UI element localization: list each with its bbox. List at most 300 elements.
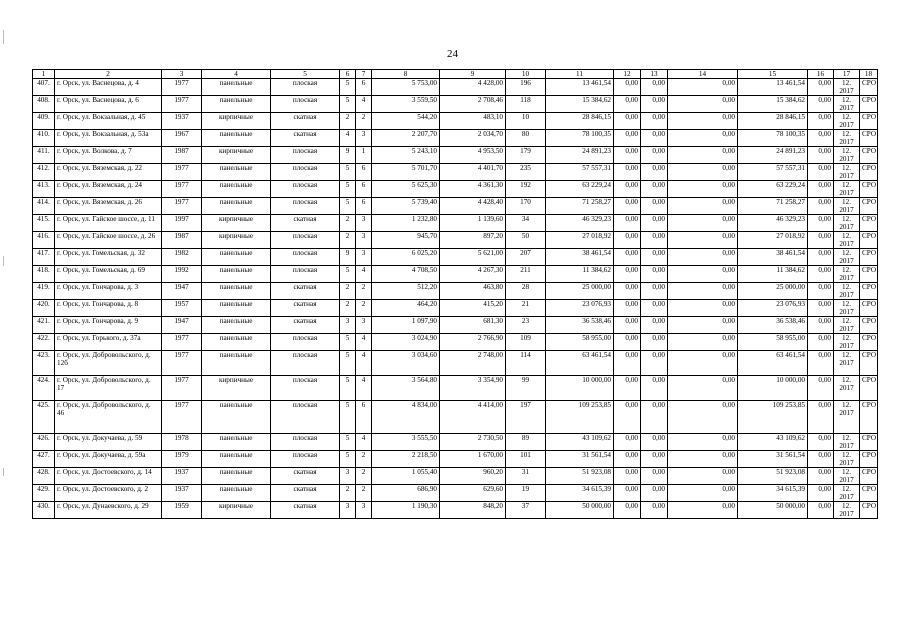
cell-c10: 109 xyxy=(506,334,546,351)
cell-p17: 12. 2017 xyxy=(834,434,860,451)
cell-wall: панельные xyxy=(202,401,271,434)
cell-v15: 34 615,39 xyxy=(738,485,808,502)
table-row xyxy=(33,198,878,215)
cell-v12: 0,00 xyxy=(614,79,641,96)
cell-roof: скатная xyxy=(271,485,340,502)
cell-v14: 0,00 xyxy=(668,266,738,283)
cell-roof: плоская xyxy=(271,147,340,164)
cell-fl: 5 xyxy=(340,451,356,468)
table-row xyxy=(33,401,878,434)
cell-roof: скатная xyxy=(271,215,340,232)
cell-v11: 23 076,93 xyxy=(546,300,614,317)
table-row xyxy=(33,266,878,283)
column-number-cell: 10 xyxy=(506,70,546,79)
cell-c10: 23 xyxy=(506,317,546,334)
cell-year: 1977 xyxy=(162,96,202,113)
cell-a9: 1 139,60 xyxy=(440,215,506,232)
cell-v15: 36 538,46 xyxy=(738,317,808,334)
cell-v16: 0,00 xyxy=(808,147,834,164)
cell-v13: 0,00 xyxy=(641,485,668,502)
column-number-row xyxy=(33,70,878,79)
cell-fl: 5 xyxy=(340,164,356,181)
column-number-cell: 14 xyxy=(668,70,738,79)
cell-wall: кирпичные xyxy=(202,215,271,232)
cell-v14: 0,00 xyxy=(668,96,738,113)
cell-v13: 0,00 xyxy=(641,351,668,376)
column-number-cell: 15 xyxy=(738,70,808,79)
cell-a9: 4 428,00 xyxy=(440,79,506,96)
cell-a8: 5 243,10 xyxy=(372,147,440,164)
table-row xyxy=(33,215,878,232)
cell-v14: 0,00 xyxy=(668,300,738,317)
cell-v15: 63 229,24 xyxy=(738,181,808,198)
column-number-cell: 3 xyxy=(162,70,202,79)
cell-v11: 34 615,39 xyxy=(546,485,614,502)
cell-c10: 211 xyxy=(506,266,546,283)
cell-c18: СРО xyxy=(860,164,878,181)
cell-p17: 12. 2017 xyxy=(834,485,860,502)
cell-fl: 5 xyxy=(340,351,356,376)
cell-a9: 1 670,00 xyxy=(440,451,506,468)
cell-v16: 0,00 xyxy=(808,376,834,401)
cell-year: 1937 xyxy=(162,113,202,130)
cell-v12: 0,00 xyxy=(614,147,641,164)
cell-roof: плоская xyxy=(271,351,340,376)
cell-v13: 0,00 xyxy=(641,198,668,215)
cell-v14: 0,00 xyxy=(668,468,738,485)
cell-v11: 46 329,23 xyxy=(546,215,614,232)
cell-v12: 0,00 xyxy=(614,376,641,401)
cell-a9: 4 361,30 xyxy=(440,181,506,198)
cell-v15: 23 076,93 xyxy=(738,300,808,317)
cell-ent: 4 xyxy=(356,96,372,113)
cell-p17: 12. 2017 xyxy=(834,113,860,130)
cell-v11: 58 955,00 xyxy=(546,334,614,351)
cell-v13: 0,00 xyxy=(641,232,668,249)
cell-roof: плоская xyxy=(271,164,340,181)
housing-register-table xyxy=(32,69,878,519)
cell-v12: 0,00 xyxy=(614,317,641,334)
cell-c18: СРО xyxy=(860,215,878,232)
cell-v11: 25 000,00 xyxy=(546,283,614,300)
cell-v12: 0,00 xyxy=(614,351,641,376)
cell-c18: СРО xyxy=(860,317,878,334)
cell-v14: 0,00 xyxy=(668,79,738,96)
cell-addr: г. Орск, ул. Васнецова, д. 6 xyxy=(55,96,162,113)
cell-v16: 0,00 xyxy=(808,232,834,249)
cell-wall: панельные xyxy=(202,198,271,215)
cell-addr: г. Орск, ул. Гайское шоссе, д. 26 xyxy=(55,232,162,249)
cell-n: 428. xyxy=(33,468,55,485)
cell-fl: 2 xyxy=(340,485,356,502)
cell-c10: 235 xyxy=(506,164,546,181)
cell-a8: 1 097,90 xyxy=(372,317,440,334)
cell-n: 419. xyxy=(33,283,55,300)
cell-year: 1979 xyxy=(162,451,202,468)
cell-v16: 0,00 xyxy=(808,113,834,130)
cell-roof: скатная xyxy=(271,300,340,317)
cell-roof: скатная xyxy=(271,130,340,147)
cell-p17: 12. 2017 xyxy=(834,164,860,181)
cell-p17: 12. 2017 xyxy=(834,401,860,434)
cell-addr: г. Орск, ул. Гомельская, д. 32 xyxy=(55,249,162,266)
cell-v16: 0,00 xyxy=(808,502,834,519)
cell-p17: 12. 2017 xyxy=(834,351,860,376)
cell-c10: 50 xyxy=(506,232,546,249)
scan-mark xyxy=(3,30,4,44)
cell-year: 1987 xyxy=(162,147,202,164)
cell-v13: 0,00 xyxy=(641,451,668,468)
cell-addr: г. Орск, ул. Гомельская, д. 69 xyxy=(55,266,162,283)
cell-ent: 1 xyxy=(356,147,372,164)
column-number-cell: 17 xyxy=(834,70,860,79)
cell-ent: 2 xyxy=(356,283,372,300)
table-row xyxy=(33,300,878,317)
cell-a8: 5 701,70 xyxy=(372,164,440,181)
cell-n: 413. xyxy=(33,181,55,198)
cell-year: 1977 xyxy=(162,401,202,434)
cell-v16: 0,00 xyxy=(808,351,834,376)
cell-c18: СРО xyxy=(860,485,878,502)
cell-v11: 31 561,54 xyxy=(546,451,614,468)
cell-wall: панельные xyxy=(202,79,271,96)
cell-addr: г. Орск, ул. Добровольского, д. 17 xyxy=(55,376,162,401)
cell-v13: 0,00 xyxy=(641,502,668,519)
cell-a9: 681,30 xyxy=(440,317,506,334)
cell-n: 414. xyxy=(33,198,55,215)
cell-v13: 0,00 xyxy=(641,181,668,198)
cell-year: 1992 xyxy=(162,266,202,283)
cell-n: 412. xyxy=(33,164,55,181)
cell-n: 407. xyxy=(33,79,55,96)
cell-addr: г. Орск, ул. Гайское шоссе, д. 11 xyxy=(55,215,162,232)
cell-wall: панельные xyxy=(202,434,271,451)
cell-year: 1977 xyxy=(162,334,202,351)
cell-a8: 1 190,30 xyxy=(372,502,440,519)
cell-a8: 4 708,50 xyxy=(372,266,440,283)
cell-n: 411. xyxy=(33,147,55,164)
cell-v11: 36 538,46 xyxy=(546,317,614,334)
cell-p17: 12. 2017 xyxy=(834,79,860,96)
cell-ent: 4 xyxy=(356,351,372,376)
cell-n: 426. xyxy=(33,434,55,451)
cell-wall: панельные xyxy=(202,249,271,266)
cell-fl: 5 xyxy=(340,334,356,351)
cell-roof: плоская xyxy=(271,96,340,113)
cell-wall: панельные xyxy=(202,351,271,376)
cell-wall: панельные xyxy=(202,266,271,283)
cell-v11: 71 258,27 xyxy=(546,198,614,215)
table-row xyxy=(33,232,878,249)
cell-c18: СРО xyxy=(860,266,878,283)
cell-v14: 0,00 xyxy=(668,401,738,434)
cell-v16: 0,00 xyxy=(808,215,834,232)
cell-n: 429. xyxy=(33,485,55,502)
cell-roof: плоская xyxy=(271,232,340,249)
cell-c10: 207 xyxy=(506,249,546,266)
cell-fl: 2 xyxy=(340,283,356,300)
cell-v15: 58 955,00 xyxy=(738,334,808,351)
cell-year: 1987 xyxy=(162,232,202,249)
cell-c18: СРО xyxy=(860,79,878,96)
cell-v16: 0,00 xyxy=(808,164,834,181)
cell-v15: 27 018,92 xyxy=(738,232,808,249)
cell-wall: панельные xyxy=(202,451,271,468)
cell-v16: 0,00 xyxy=(808,96,834,113)
cell-a9: 2 748,00 xyxy=(440,351,506,376)
cell-v14: 0,00 xyxy=(668,351,738,376)
table-row xyxy=(33,113,878,130)
cell-a9: 2 034,70 xyxy=(440,130,506,147)
cell-v15: 13 461,54 xyxy=(738,79,808,96)
cell-a9: 2 708,46 xyxy=(440,96,506,113)
cell-a9: 2 766,90 xyxy=(440,334,506,351)
column-number-cell: 13 xyxy=(641,70,668,79)
cell-n: 430. xyxy=(33,502,55,519)
table-row xyxy=(33,249,878,266)
cell-addr: г. Орск, ул. Докучаева, д. 59а xyxy=(55,451,162,468)
cell-p17: 12. 2017 xyxy=(834,198,860,215)
column-number-cell: 4 xyxy=(202,70,271,79)
cell-v12: 0,00 xyxy=(614,468,641,485)
table-row xyxy=(33,451,878,468)
cell-v14: 0,00 xyxy=(668,317,738,334)
cell-p17: 12. 2017 xyxy=(834,96,860,113)
cell-v11: 27 018,92 xyxy=(546,232,614,249)
cell-year: 1937 xyxy=(162,468,202,485)
cell-year: 1977 xyxy=(162,376,202,401)
cell-v14: 0,00 xyxy=(668,215,738,232)
column-number-cell: 12 xyxy=(614,70,641,79)
cell-p17: 12. 2017 xyxy=(834,181,860,198)
cell-c18: СРО xyxy=(860,300,878,317)
cell-wall: панельные xyxy=(202,300,271,317)
cell-roof: скатная xyxy=(271,317,340,334)
cell-n: 410. xyxy=(33,130,55,147)
cell-year: 1947 xyxy=(162,283,202,300)
cell-c18: СРО xyxy=(860,351,878,376)
cell-c18: СРО xyxy=(860,451,878,468)
cell-year: 1957 xyxy=(162,300,202,317)
cell-a9: 4 401,70 xyxy=(440,164,506,181)
cell-addr: г. Орск, ул. Достоевского, д. 14 xyxy=(55,468,162,485)
column-number-cell: 9 xyxy=(440,70,506,79)
cell-ent: 2 xyxy=(356,485,372,502)
cell-v11: 63 229,24 xyxy=(546,181,614,198)
cell-c18: СРО xyxy=(860,401,878,434)
cell-a9: 960,20 xyxy=(440,468,506,485)
cell-v14: 0,00 xyxy=(668,249,738,266)
cell-a8: 3 564,80 xyxy=(372,376,440,401)
cell-v15: 24 891,23 xyxy=(738,147,808,164)
cell-v15: 71 258,27 xyxy=(738,198,808,215)
cell-c10: 34 xyxy=(506,215,546,232)
cell-v11: 109 253,85 xyxy=(546,401,614,434)
column-number-cell: 6 xyxy=(340,70,356,79)
cell-p17: 12. 2017 xyxy=(834,232,860,249)
cell-wall: панельные xyxy=(202,485,271,502)
cell-roof: плоская xyxy=(271,198,340,215)
cell-ent: 6 xyxy=(356,181,372,198)
cell-p17: 12. 2017 xyxy=(834,215,860,232)
cell-c18: СРО xyxy=(860,198,878,215)
cell-addr: г. Орск, ул. Докучаева, д. 59 xyxy=(55,434,162,451)
cell-v11: 78 100,35 xyxy=(546,130,614,147)
cell-wall: панельные xyxy=(202,164,271,181)
cell-v12: 0,00 xyxy=(614,300,641,317)
column-number-cell: 2 xyxy=(55,70,162,79)
cell-v12: 0,00 xyxy=(614,96,641,113)
cell-v12: 0,00 xyxy=(614,215,641,232)
cell-v15: 10 000,00 xyxy=(738,376,808,401)
cell-v11: 10 000,00 xyxy=(546,376,614,401)
cell-c10: 118 xyxy=(506,96,546,113)
cell-fl: 5 xyxy=(340,79,356,96)
cell-year: 1977 xyxy=(162,164,202,181)
cell-wall: панельные xyxy=(202,468,271,485)
cell-year: 1947 xyxy=(162,317,202,334)
cell-v15: 15 384,62 xyxy=(738,96,808,113)
cell-c18: СРО xyxy=(860,468,878,485)
table-row xyxy=(33,79,878,96)
cell-c10: 10 xyxy=(506,113,546,130)
cell-v16: 0,00 xyxy=(808,283,834,300)
column-number-cell: 1 xyxy=(33,70,55,79)
cell-roof: плоская xyxy=(271,79,340,96)
cell-fl: 3 xyxy=(340,502,356,519)
cell-ent: 4 xyxy=(356,334,372,351)
cell-p17: 12. 2017 xyxy=(834,300,860,317)
cell-c10: 37 xyxy=(506,502,546,519)
cell-v15: 50 000,00 xyxy=(738,502,808,519)
cell-wall: панельные xyxy=(202,334,271,351)
cell-year: 1977 xyxy=(162,351,202,376)
cell-a8: 6 025,20 xyxy=(372,249,440,266)
cell-v14: 0,00 xyxy=(668,451,738,468)
cell-a9: 3 354,90 xyxy=(440,376,506,401)
cell-a8: 3 034,60 xyxy=(372,351,440,376)
cell-v13: 0,00 xyxy=(641,164,668,181)
cell-addr: г. Орск, ул. Вокзальная, д. 53а xyxy=(55,130,162,147)
cell-v15: 78 100,35 xyxy=(738,130,808,147)
cell-a8: 1 232,80 xyxy=(372,215,440,232)
cell-addr: г. Орск, ул. Дунаевского, д. 29 xyxy=(55,502,162,519)
cell-v14: 0,00 xyxy=(668,130,738,147)
cell-addr: г. Орск, ул. Добровольского, д. 12б xyxy=(55,351,162,376)
cell-fl: 9 xyxy=(340,147,356,164)
cell-a8: 686,90 xyxy=(372,485,440,502)
cell-c10: 196 xyxy=(506,79,546,96)
scan-mark xyxy=(3,256,4,266)
cell-year: 1937 xyxy=(162,485,202,502)
cell-ent: 3 xyxy=(356,130,372,147)
cell-year: 1982 xyxy=(162,249,202,266)
cell-v14: 0,00 xyxy=(668,485,738,502)
cell-v13: 0,00 xyxy=(641,468,668,485)
cell-v16: 0,00 xyxy=(808,181,834,198)
cell-fl: 5 xyxy=(340,401,356,434)
cell-roof: скатная xyxy=(271,502,340,519)
cell-v12: 0,00 xyxy=(614,485,641,502)
cell-v13: 0,00 xyxy=(641,249,668,266)
cell-addr: г. Орск, ул. Горького, д. 37а xyxy=(55,334,162,351)
cell-v11: 24 891,23 xyxy=(546,147,614,164)
cell-roof: плоская xyxy=(271,266,340,283)
column-number-cell: 5 xyxy=(271,70,340,79)
cell-fl: 5 xyxy=(340,181,356,198)
cell-c10: 179 xyxy=(506,147,546,164)
cell-roof: плоская xyxy=(271,451,340,468)
cell-v15: 57 557,31 xyxy=(738,164,808,181)
cell-ent: 4 xyxy=(356,434,372,451)
cell-v16: 0,00 xyxy=(808,198,834,215)
cell-n: 417. xyxy=(33,249,55,266)
cell-v13: 0,00 xyxy=(641,334,668,351)
cell-a8: 464,20 xyxy=(372,300,440,317)
cell-n: 423. xyxy=(33,351,55,376)
cell-roof: плоская xyxy=(271,334,340,351)
cell-ent: 2 xyxy=(356,468,372,485)
cell-a9: 4 953,50 xyxy=(440,147,506,164)
cell-fl: 5 xyxy=(340,266,356,283)
table-row xyxy=(33,96,878,113)
cell-c18: СРО xyxy=(860,96,878,113)
cell-fl: 5 xyxy=(340,434,356,451)
cell-addr: г. Орск, ул. Гончарова, д. 8 xyxy=(55,300,162,317)
page-number: 24 xyxy=(447,48,458,60)
cell-v16: 0,00 xyxy=(808,468,834,485)
cell-v11: 38 461,54 xyxy=(546,249,614,266)
cell-c10: 170 xyxy=(506,198,546,215)
cell-n: 416. xyxy=(33,232,55,249)
cell-v11: 11 384,62 xyxy=(546,266,614,283)
cell-v14: 0,00 xyxy=(668,434,738,451)
cell-ent: 2 xyxy=(356,451,372,468)
cell-v12: 0,00 xyxy=(614,164,641,181)
cell-v14: 0,00 xyxy=(668,198,738,215)
cell-v11: 15 384,62 xyxy=(546,96,614,113)
cell-p17: 12. 2017 xyxy=(834,249,860,266)
cell-roof: скатная xyxy=(271,283,340,300)
cell-a9: 897,20 xyxy=(440,232,506,249)
cell-c18: СРО xyxy=(860,502,878,519)
cell-roof: плоская xyxy=(271,376,340,401)
table-row xyxy=(33,147,878,164)
cell-v12: 0,00 xyxy=(614,334,641,351)
cell-c10: 114 xyxy=(506,351,546,376)
cell-v15: 46 329,23 xyxy=(738,215,808,232)
cell-v12: 0,00 xyxy=(614,232,641,249)
cell-addr: г. Орск, ул. Вяземская, д. 24 xyxy=(55,181,162,198)
cell-v13: 0,00 xyxy=(641,79,668,96)
cell-v12: 0,00 xyxy=(614,283,641,300)
cell-c10: 21 xyxy=(506,300,546,317)
cell-v14: 0,00 xyxy=(668,181,738,198)
cell-v16: 0,00 xyxy=(808,334,834,351)
cell-wall: панельные xyxy=(202,283,271,300)
cell-v12: 0,00 xyxy=(614,266,641,283)
cell-addr: г. Орск, ул. Васнецова, д. 4 xyxy=(55,79,162,96)
cell-v16: 0,00 xyxy=(808,451,834,468)
cell-v11: 50 000,00 xyxy=(546,502,614,519)
cell-fl: 2 xyxy=(340,232,356,249)
cell-v14: 0,00 xyxy=(668,113,738,130)
cell-c18: СРО xyxy=(860,434,878,451)
cell-c18: СРО xyxy=(860,283,878,300)
cell-ent: 3 xyxy=(356,215,372,232)
cell-v13: 0,00 xyxy=(641,266,668,283)
cell-ent: 2 xyxy=(356,300,372,317)
